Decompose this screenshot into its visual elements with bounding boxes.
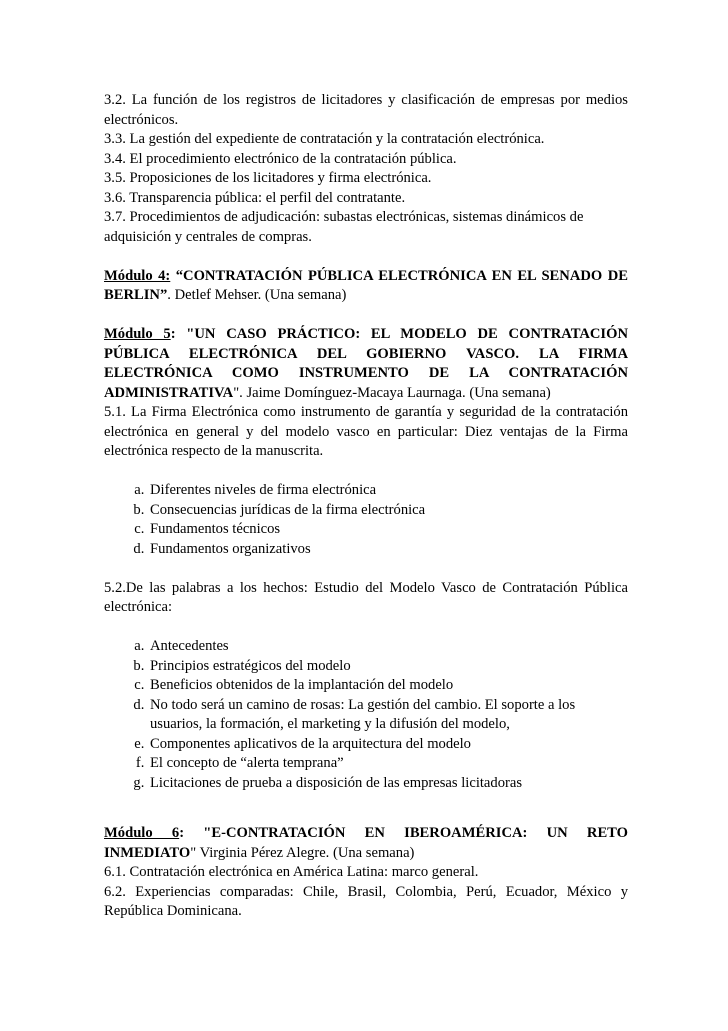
section-6-2: 6.2. Experiencias comparadas: Chile, Brasil, Colombia, Perú, Ecuador, México y República Dominicana.: [104, 883, 628, 919]
module-5-heading: [104, 325, 628, 403]
section-5-1: 5.1. La Firma Electrónica como instrumento de garantía y seguridad de la contratación electrónica en general y del modelo vasco en particular: Diez ventajas de la Firma electrónica respecto de la manuscrita.: [104, 404, 628, 459]
module-5-author: ". Jaime Domínguez-Macaya Laurnaga. (Una semana): [233, 384, 551, 401]
section-6-1: 6.1. Contratación electrónica en América Latina: marco general.: [104, 864, 479, 880]
list-item: f. El concepto de “alerta temprana”: [148, 754, 628, 774]
section-3-3: 3.3. La gestión del expediente de contratación y la contratación electrónica.: [104, 131, 545, 147]
module-6-label: Módulo 6: [104, 825, 180, 841]
module-4-title: “CONTRATACIÓN PÚBLICA ELECTRÓNICA EN EL SENADO DE BERLIN”: [104, 267, 628, 303]
list-item: e. Componentes aplicativos de la arquitectura del modelo: [148, 735, 628, 755]
section-3-4: 3.4. El procedimiento electrónico de la contratación pública.: [104, 150, 457, 167]
section-5-2-list: [104, 637, 628, 793]
section-5-1-list: [104, 481, 628, 559]
module-4-label: Módulo 4:: [104, 267, 171, 284]
section-3-7: 3.7. Procedimientos de adjudicación: subastas electrónicas, sistemas dinámicos de adquisición y centrales de compras.: [104, 209, 584, 245]
document-body: [104, 91, 628, 922]
list-item: d. No todo será un camino de rosas: La gestión del cambio. El soporte a los usuarios, la formación, el marketing y la difusión del modelo,: [148, 696, 628, 735]
module-4-heading: [104, 267, 628, 306]
list-item: c. Fundamentos técnicos: [148, 520, 628, 540]
list-item: a. Diferentes niveles de firma electrónica: [148, 481, 628, 501]
module-5-title: : "UN CASO PRÁCTICO: EL MODELO DE CONTRATACIÓN PÚBLICA ELECTRÓNICA DEL GOBIERNO VASCO. LA FIRMA ELECTRÓNICA COMO INSTRUMENTO DE LA CONTRATACIÓN ADMINISTRATIVA: [104, 326, 628, 401]
list-item: b. Consecuencias jurídicas de la firma electrónica: [148, 501, 628, 521]
section-3-6: 3.6. Transparencia pública: el perfil del contratante.: [104, 189, 406, 206]
list-item: g. Licitaciones de prueba a disposición de las empresas licitadoras: [148, 774, 628, 794]
list-item: c. Beneficios obtenidos de la implantación del modelo: [148, 676, 628, 696]
section-5-2: 5.2.De las palabras a los hechos: Estudio del Modelo Vasco de Contratación Pública electrónica:: [104, 579, 628, 615]
section-3-5: 3.5. Proposiciones de los licitadores y firma electrónica.: [104, 170, 432, 186]
list-item: b. Principios estratégicos del modelo: [148, 657, 628, 677]
list-item: a. Antecedentes: [148, 637, 628, 657]
module-6-author: " Virginia Pérez Alegre. (Una semana): [190, 844, 415, 861]
module-6-heading: [104, 824, 628, 863]
list-item: d. Fundamentos organizativos: [148, 540, 628, 560]
module-6-title: : "E-CONTRATACIÓN EN IBEROAMÉRICA: UN RETO INMEDIATO: [104, 825, 628, 861]
module-4-author: . Detlef Mehser. (Una semana): [167, 287, 347, 303]
section-3-2: 3.2. La función de los registros de licitadores y clasificación de empresas por medios electrónicos.: [104, 92, 628, 128]
module-5-label: Módulo 5: [104, 326, 171, 342]
section-3-list: [104, 91, 628, 247]
